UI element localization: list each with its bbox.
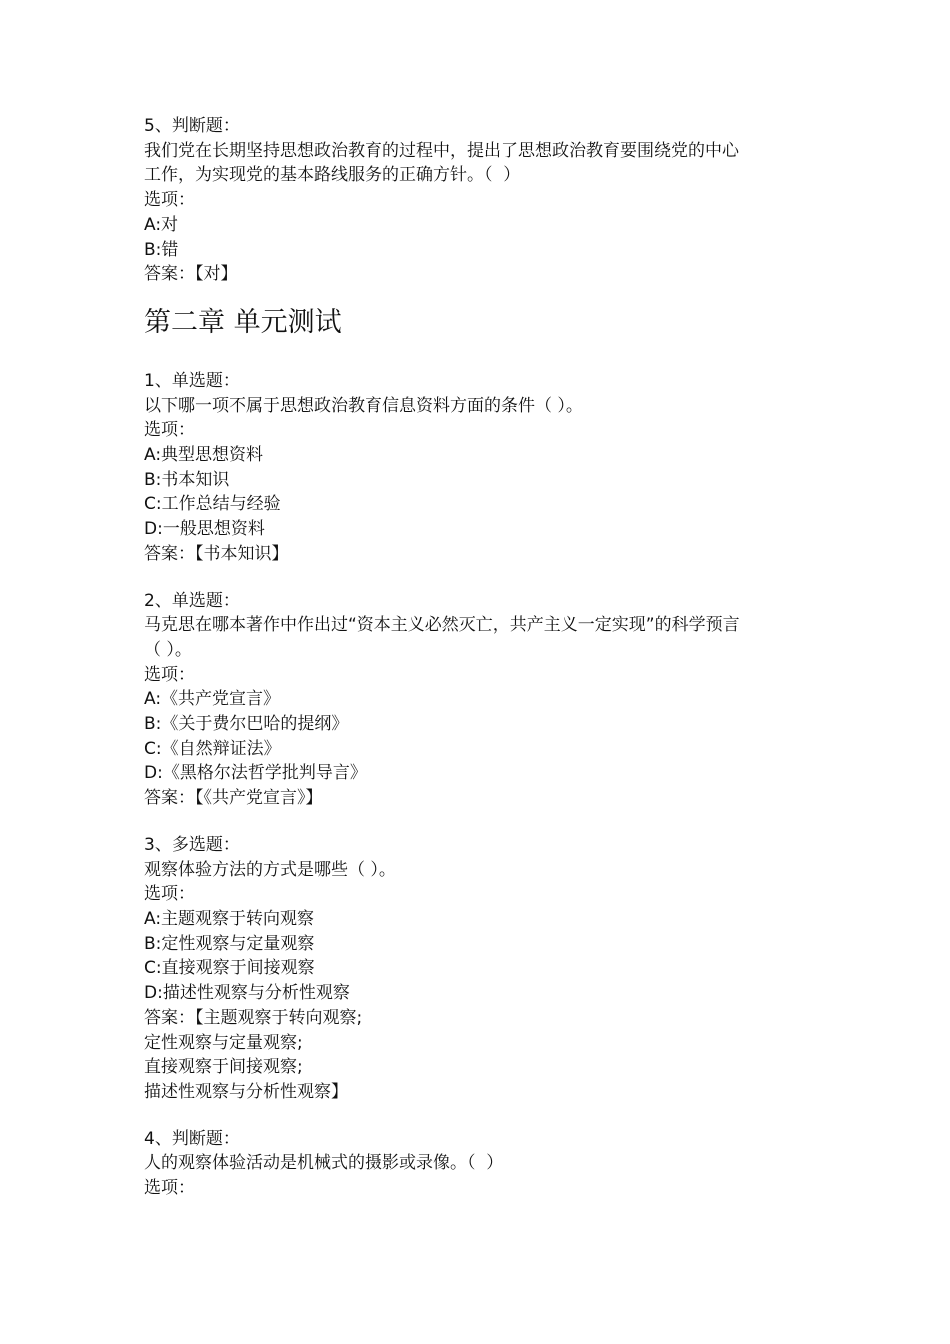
question-header: 2、单选题： <box>144 590 240 611</box>
question-text-line-1: 观察体验方法的方式是哪些（ ）。 <box>144 859 396 880</box>
option-c: C:工作总结与经验 <box>144 494 281 515</box>
question-text-line-2: 工作，为实现党的基本路线服务的正确方针。（ ） <box>144 165 521 186</box>
chapter-title: 第二章 单元测试 <box>144 306 342 338</box>
answer-line-1: 答案：【主题观察于转向观察; <box>144 1007 363 1028</box>
options-label: 选项： <box>144 190 195 211</box>
answer-line-3: 直接观察于间接观察; <box>144 1057 303 1078</box>
option-c: C:直接观察于间接观察 <box>144 958 315 979</box>
question-text-line-1: 马克思在哪本著作中作出过“资本主义必然灭亡，共产主义一定实现”的科学预言 <box>144 615 740 636</box>
option-a: A:主题观察于转向观察 <box>144 908 315 929</box>
option-d: D:一般思想资料 <box>144 519 265 540</box>
question-4 <box>144 1127 824 1201</box>
question-header: 1、单选题： <box>144 370 240 391</box>
question-2 <box>144 589 824 811</box>
options-label: 选项： <box>144 1178 195 1199</box>
question-header: 5、判断题： <box>144 116 240 136</box>
question-text-line-1: 以下哪一项不属于思想政治教育信息资料方面的条件（ ）。 <box>144 395 583 416</box>
option-a: A:典型思想资料 <box>144 445 264 466</box>
question-header: 3、多选题： <box>144 834 240 855</box>
question-text-line-1: 人的观察体验活动是机械式的摄影或录像。（ ） <box>144 1153 504 1174</box>
spacer <box>144 811 824 833</box>
question-text-line-1: 我们党在长期坚持思想政治教育的过程中，提出了思想政治教育要围绕党的中心 <box>144 140 739 161</box>
spacer <box>144 1105 824 1127</box>
options-label: 选项： <box>144 664 195 685</box>
option-b: B:定性观察与定量观察 <box>144 933 315 954</box>
options-label: 选项： <box>144 884 195 905</box>
question-text-line-2: （ ）。 <box>144 639 192 660</box>
question-3 <box>144 833 824 1105</box>
page-content <box>144 114 824 1201</box>
options-label: 选项： <box>144 420 195 441</box>
answer-line-2: 定性观察与定量观察; <box>144 1032 303 1053</box>
option-b: B:《关于费尔巴哈的提纲》 <box>144 714 349 735</box>
question-1 <box>144 369 824 567</box>
option-b: B:书本知识 <box>144 469 230 490</box>
question-header: 4、判断题： <box>144 1128 240 1149</box>
option-d: D:描述性观察与分析性观察 <box>144 983 350 1004</box>
answer: 答案：【对】 <box>144 264 238 285</box>
option-a: A:对 <box>144 214 179 235</box>
option-b: B:错 <box>144 239 179 260</box>
spacer <box>144 567 824 589</box>
answer-line-4: 描述性观察与分析性观察】 <box>144 1081 348 1102</box>
answer: 答案：【书本知识】 <box>144 543 289 564</box>
option-a: A:《共产党宣言》 <box>144 689 281 710</box>
answer: 答案：【《共产党宣言》】 <box>144 788 323 809</box>
option-d: D:《黑格尔法哲学批判导言》 <box>144 763 367 784</box>
question-5 <box>144 114 824 287</box>
option-c: C:《自然辩证法》 <box>144 738 281 759</box>
